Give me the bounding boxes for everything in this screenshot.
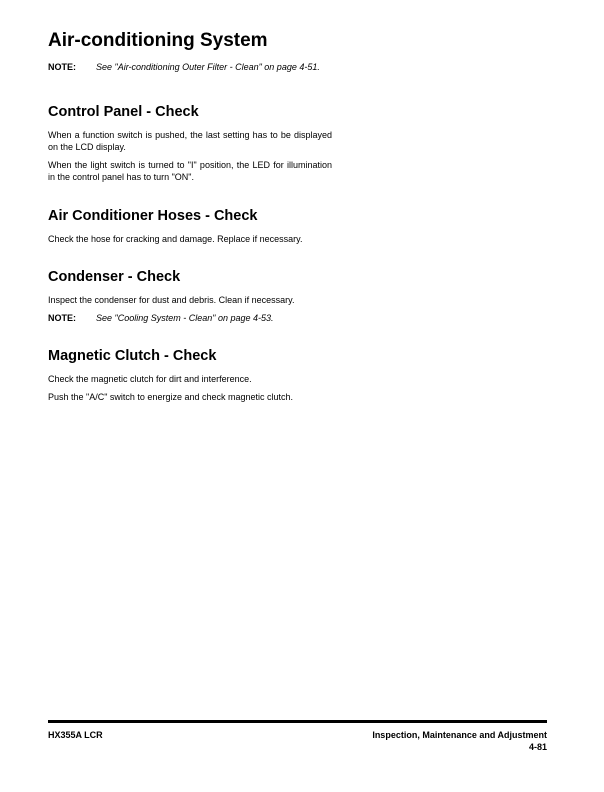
section-heading: Control Panel - Check: [48, 104, 199, 120]
condenser-note: [48, 312, 332, 324]
paragraph: Inspect the condenser for dust and debris. Clean if necessary.: [48, 295, 295, 305]
note-label: NOTE:: [48, 62, 76, 72]
paragraph: Check the magnetic clutch for dirt and interference.: [48, 374, 252, 384]
intro-note: [48, 61, 332, 73]
footer-divider: [48, 720, 547, 723]
paragraph: Push the "A/C" switch to energize and check magnetic clutch.: [48, 392, 294, 402]
footer-model: HX355A LCR: [48, 730, 103, 740]
section-heading: Air Conditioner Hoses - Check: [48, 208, 258, 224]
footer-chapter-block: [372, 729, 547, 753]
paragraph: When a function switch is pushed, the last setting has to be displayed on the LCD display.: [48, 130, 332, 152]
section-air-conditioner-hoses: [48, 208, 332, 245]
section-condenser: [48, 269, 332, 324]
paragraph: When the light switch is turned to "I" position, the LED for illumination in the control panel has to turn "ON".: [48, 160, 332, 182]
section-magnetic-clutch: [48, 348, 332, 403]
page-title: Air-conditioning System: [48, 30, 268, 51]
section-control-panel: [48, 104, 332, 183]
footer-chapter: Inspection, Maintenance and Adjustment: [372, 730, 547, 740]
note-label: NOTE:: [48, 313, 76, 323]
note-text: See "Air-conditioning Outer Filter - Clean" on page 4-51.: [96, 62, 320, 72]
paragraph: Check the hose for cracking and damage. Replace if necessary.: [48, 234, 303, 244]
footer-page-number: 4-81: [528, 742, 547, 752]
section-heading: Condenser - Check: [48, 269, 181, 285]
page-content: [48, 30, 332, 409]
note-text: See "Cooling System - Clean" on page 4-53.: [96, 313, 274, 323]
section-heading: Magnetic Clutch - Check: [48, 348, 217, 364]
